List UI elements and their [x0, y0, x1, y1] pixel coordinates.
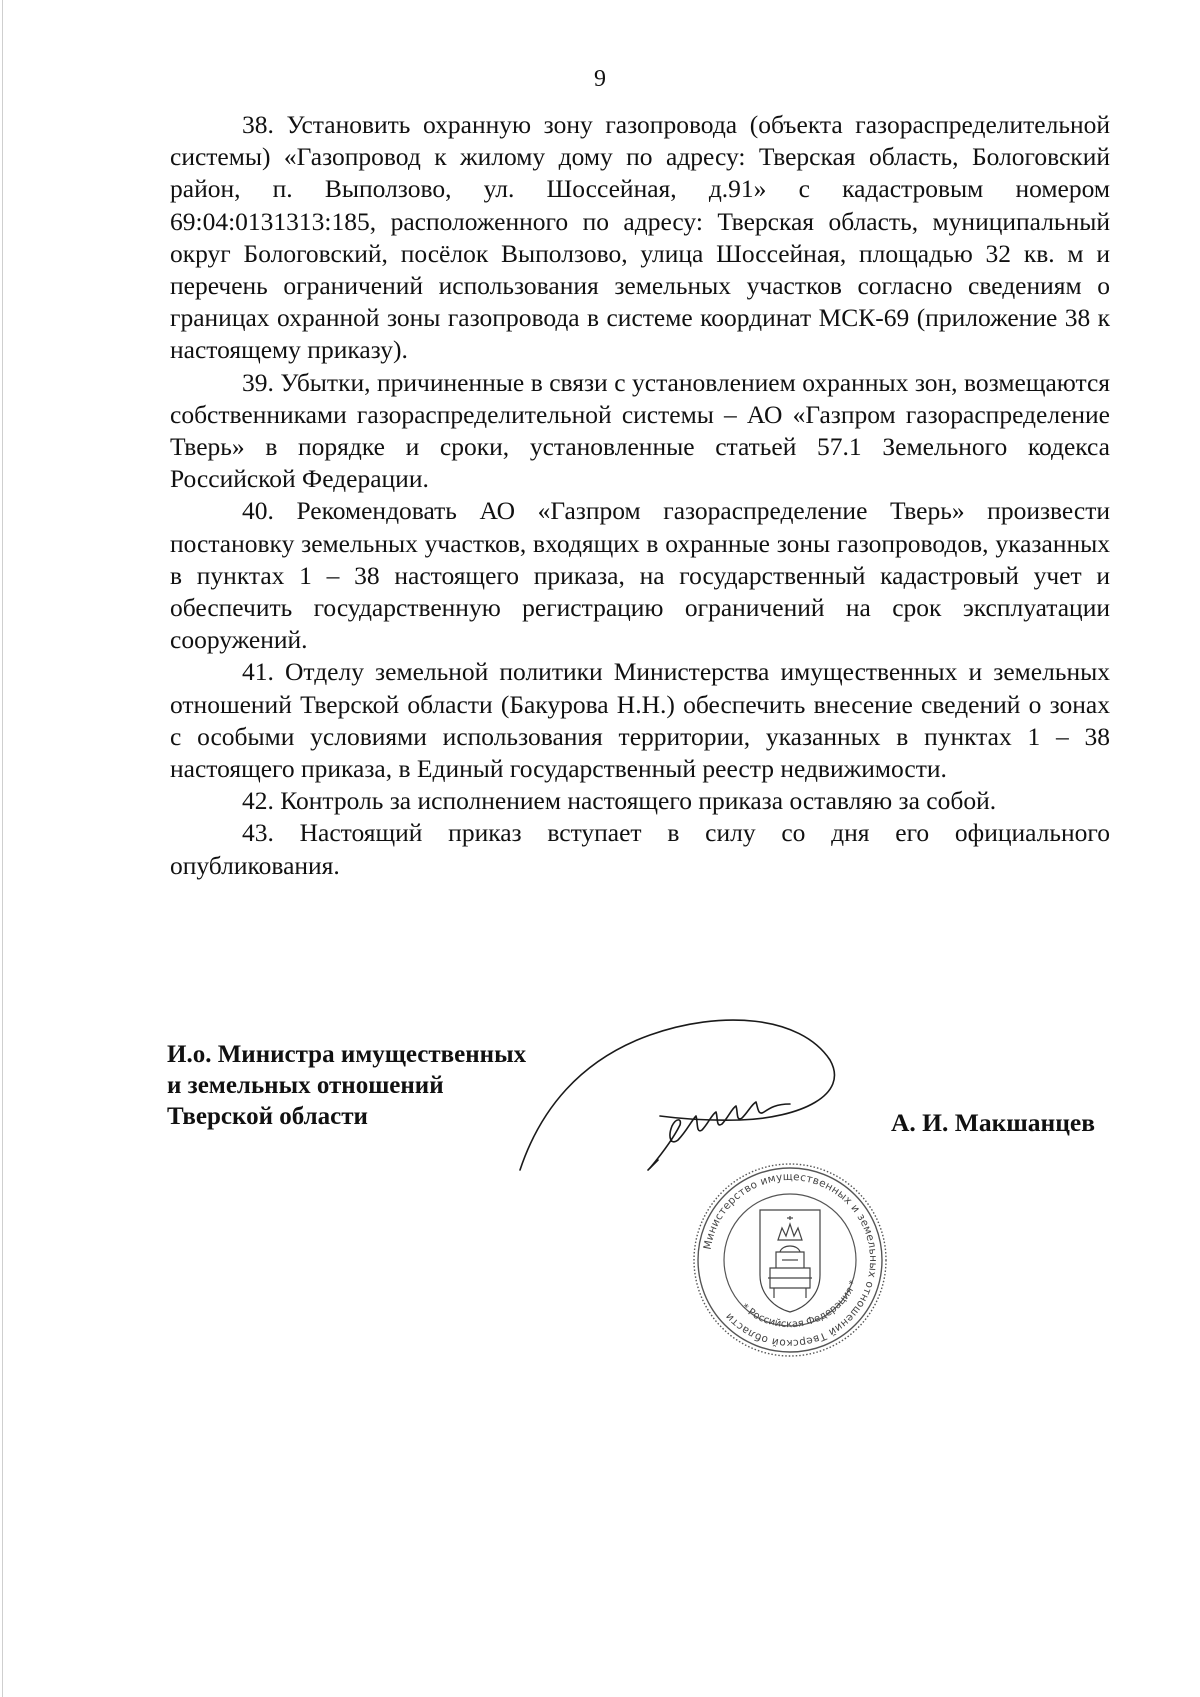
scan-edge-line: [2, 0, 3, 1697]
svg-text:Министерство имущественных и з: Министерство имущественных и земельных отношений Тверской области: [701, 1170, 880, 1350]
paragraph-40: 40. Рекомендовать АО «Газпром газораспределение Тверь» произвести постановку земельных участков, входящих в охранные зоны газопроводов, указанных в пунктах 1 – 38 настоящего приказа, на государственный кадастровый учет и обеспечить государственную регистрацию ограничений на срок эксплуатации сооружений.: [170, 496, 1110, 655]
paragraph-41: 41. Отделу земельной политики Министерства имущественных и земельных отношений Тверской области (Бакурова Н.Н.) обеспечить внесение сведений о зонах с особыми условиями использования территории, указанных в пунктах 1 – 38 настоящего приказа, в Единый государственный реестр недвижимости.: [170, 657, 1110, 784]
signatory-name: А. И. Макшанцев: [891, 1108, 1096, 1137]
paragraph-38: 38. Установить охранную зону газопровода (объекта газораспределительной системы) «Газопровод к жилому дому по адресу: Тверская область, Бологовский район, п. Выползово, ул. Шоссейная, д.91» с кадастровым номером 69:04:0131313:185, расположенного по адресу: Тверская область, муниципальный округ Бологовский, посёлок Выползово, улица Шоссейная, площадью 32 кв. м и перечень ограничений использования земельных участков согласно сведениям о границах охранной зоны газопровода в системе координат МСК-69 (приложение 38 к настоящему приказу).: [170, 110, 1110, 365]
svg-text:* Российская Федерация *: * Российская Федерация *: [739, 1278, 860, 1331]
signatory-title-line-1: И.о. Министра имущественных: [167, 1041, 527, 1068]
signatory-title: [167, 1039, 526, 1132]
signatory-title-line-3: Тверской области: [167, 1103, 368, 1130]
paragraph-42: 42. Контроль за исполнением настоящего приказа оставляю за собой.: [242, 786, 997, 816]
official-seal-stamp: [690, 1160, 890, 1360]
signatory-title-line-2: и земельных отношений: [167, 1072, 444, 1099]
document-body: [170, 109, 1110, 882]
page-number: 9: [594, 66, 606, 92]
paragraph-39: 39. Убытки, причиненные в связи с установлением охранных зон, возмещаются собственниками газораспределительной системы – АО «Газпром газораспределение Тверь» в порядке и сроки, установленные статьей 57.1 Земельного кодекса Российской Федерации.: [170, 367, 1110, 494]
handwritten-signature: [500, 1000, 860, 1180]
paragraph-43: 43. Настоящий приказ вступает в силу со дня его официального опубликования.: [170, 818, 1110, 880]
